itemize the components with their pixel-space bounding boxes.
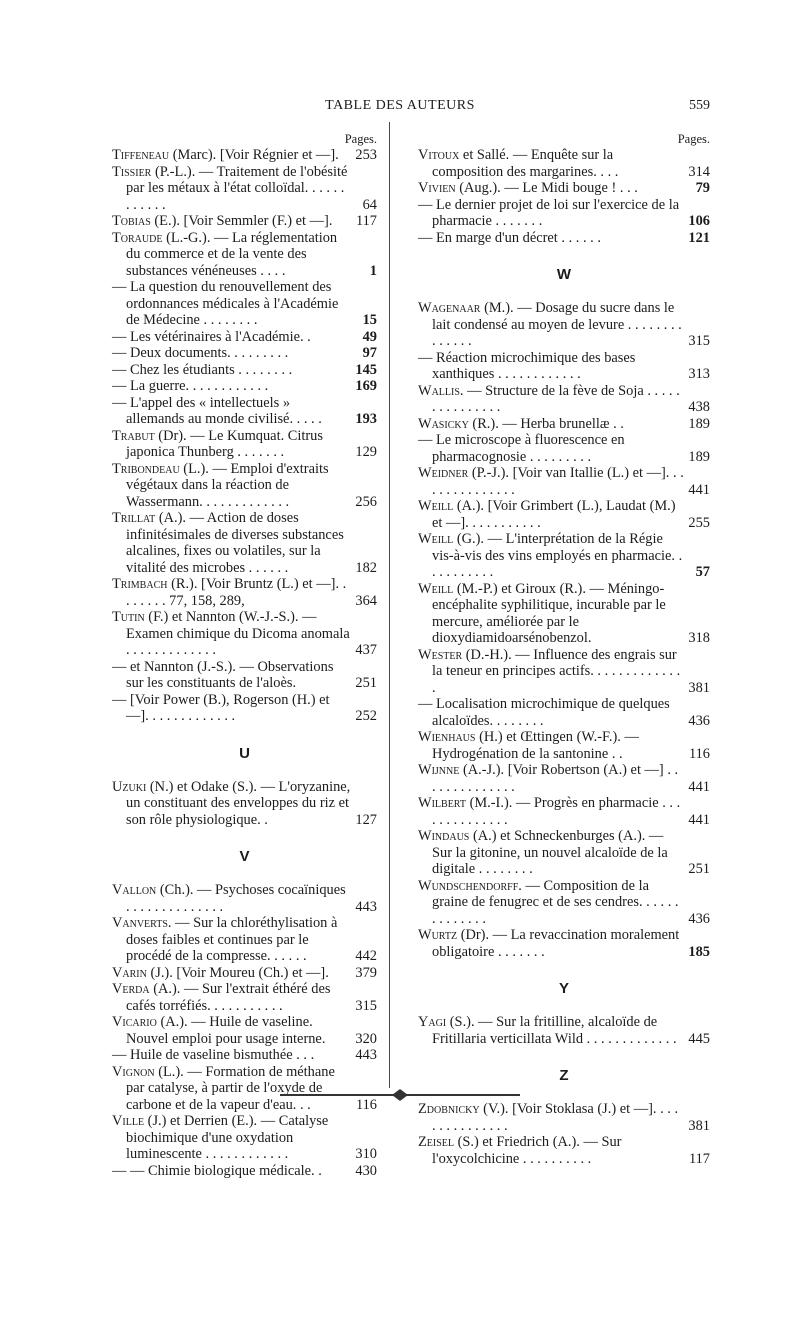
index-entry bbox=[112, 1014, 377, 1047]
entry-text: — La question du renouvellement des ordonnances médicales à l'Académie de Médecine . . . . . . . . bbox=[112, 279, 339, 328]
index-entry bbox=[418, 696, 710, 729]
entry-text: (A.). [Voir Grimbert (L.), Laudat (M.) et —]. . . . . . . . . . . bbox=[432, 498, 676, 531]
author-name: Vicario bbox=[112, 1014, 157, 1030]
entry-text: (Marc). [Voir Régnier et —]. bbox=[169, 147, 339, 163]
entry-text: (F.) et Nannton (W.-J.-S.). — Examen chimique du Dicoma anomala . . . . . . . . . . . . . bbox=[126, 609, 350, 658]
entries-right bbox=[418, 147, 710, 1167]
entry-text: (L.-G.). — La réglementation du commerce et de la vente des substances vénéneuses . . . . bbox=[126, 229, 338, 279]
page-ref: 49 bbox=[362, 328, 377, 345]
index-entry bbox=[112, 147, 377, 164]
author-name: Tiffeneau bbox=[112, 147, 170, 163]
page-ref: 379 bbox=[355, 964, 377, 981]
page-ref: 252 bbox=[355, 708, 377, 724]
page-ref: 251 bbox=[688, 861, 710, 877]
index-column-left bbox=[112, 132, 377, 1179]
section-letter: Z bbox=[559, 1067, 569, 1084]
entry-text: (Dr). — Le Kumquat. Citrus japonica Thunberg . . . . . . . bbox=[126, 427, 323, 460]
author-name: Tobias bbox=[112, 213, 151, 229]
page-ref: 253 bbox=[355, 147, 377, 163]
page-ref: 185 bbox=[688, 943, 710, 960]
author-name: Uzuki bbox=[112, 778, 147, 795]
page-ref: 145 bbox=[355, 361, 377, 378]
entry-text: — [Voir Power (B.), Rogerson (H.) et —]. . . . . . . . . . . . . bbox=[112, 691, 330, 724]
page-ref: 320 bbox=[355, 1030, 377, 1047]
page-ref: 442 bbox=[355, 948, 377, 964]
entry-text: (R.). — Herba brunellæ . . bbox=[468, 415, 624, 432]
page-number: 559 bbox=[689, 98, 710, 113]
entry-text: — En marge d'un décret . . . . . . bbox=[418, 229, 601, 246]
page-ref: 116 bbox=[688, 745, 710, 762]
author-name: Ville bbox=[112, 1113, 145, 1129]
page-ref: 443 bbox=[355, 898, 377, 915]
page-ref: 313 bbox=[688, 366, 710, 382]
author-name: Yagi bbox=[418, 1014, 447, 1030]
entry-text: (M.-I.). — Progrès en pharmacie . . . . . . . . . . . . . . bbox=[432, 795, 681, 828]
author-name: Varin bbox=[112, 964, 147, 981]
author-name: Wijnne bbox=[418, 762, 460, 778]
index-entry bbox=[418, 180, 710, 197]
index-entry bbox=[112, 915, 377, 965]
author-name: Wallis bbox=[418, 382, 460, 399]
page-ref: 97 bbox=[362, 345, 377, 361]
page-ref: 438 bbox=[688, 399, 710, 415]
author-name: Verda bbox=[112, 981, 150, 997]
page-ref: 381 bbox=[688, 1117, 710, 1134]
index-entry bbox=[112, 213, 377, 230]
index-entry bbox=[418, 416, 710, 433]
author-name: Vanverts bbox=[112, 915, 168, 931]
page-ref: 116 bbox=[355, 1096, 377, 1113]
entry-text: (S.) et Friedrich (A.). — Sur l'oxycolchicine . . . . . . . . . . bbox=[432, 1134, 622, 1167]
index-entry bbox=[418, 147, 710, 180]
entry-text: — Huile de vaseline bismuthée . . . bbox=[112, 1047, 315, 1063]
index-entry bbox=[112, 329, 377, 346]
entry-text: — Deux documents. . . . . . . . . bbox=[112, 345, 289, 361]
entry-text: (P.-J.). [Voir van Itallie (L.) et —]. . . . . . . . . . . . . . . bbox=[432, 465, 684, 498]
index-entry bbox=[418, 762, 710, 795]
page-ref: 79 bbox=[695, 180, 710, 196]
entry-text: (R.). [Voir Bruntz (L.) et —]. . . . . . . . 77, 158, 289, bbox=[126, 576, 347, 609]
index-entry bbox=[112, 576, 377, 609]
entry-text: (J.). [Voir Moureu (Ch.) et —]. bbox=[146, 964, 329, 981]
page-ref: 189 bbox=[688, 415, 710, 432]
entry-text: — La guerre. . . . . . . . . . . . bbox=[112, 378, 269, 394]
entry-text: — Chez les étudiants . . . . . . . . bbox=[112, 361, 293, 378]
entry-text: — et Nannton (J.-S.). — Observations sur les constituants de l'aloès. bbox=[112, 658, 334, 691]
author-name: Wundschendorff bbox=[418, 877, 519, 894]
page-ref: 315 bbox=[355, 997, 377, 1014]
entry-text: et Sallé. — Enquête sur la composition des margarines. . . . bbox=[432, 147, 619, 180]
author-name: Wurtz bbox=[418, 927, 458, 943]
section-letter: W bbox=[556, 266, 572, 283]
author-name: Vallon bbox=[112, 882, 157, 898]
page-ref: 441 bbox=[688, 778, 710, 795]
page-ref: 57 bbox=[695, 564, 710, 580]
section-letter: Y bbox=[558, 980, 569, 997]
entry-text: (Aug.). — Le Midi bouge ! . . . bbox=[455, 180, 638, 196]
author-name: Vitoux bbox=[418, 147, 460, 163]
index-entry bbox=[112, 1163, 377, 1180]
author-name: Tissier bbox=[112, 163, 152, 180]
entry-text: . — Composition de la graine de fenugrec et de ses cendres. . . . . . . . . . . . . . bbox=[432, 877, 679, 927]
running-head bbox=[0, 98, 800, 118]
author-name: Wester bbox=[418, 646, 463, 663]
page-ref: 129 bbox=[355, 444, 377, 460]
page-ref: 381 bbox=[688, 679, 710, 696]
index-entry bbox=[112, 395, 377, 428]
entry-text: (P.-L.). — Traitement de l'obésité par les métaux à l'état colloïdal. . . . . . . . . . . . bbox=[126, 163, 348, 213]
index-entry bbox=[112, 510, 377, 576]
page-ref: 106 bbox=[688, 213, 710, 229]
author-name: Trabut bbox=[112, 427, 155, 444]
index-entry bbox=[418, 432, 710, 465]
index-entry bbox=[112, 230, 377, 280]
page-ref: 364 bbox=[355, 592, 377, 609]
index-entry bbox=[112, 965, 377, 982]
entry-text: — Localisation microchimique de quelques alcaloïdes. . . . . . . . bbox=[418, 696, 670, 729]
page-ref: 256 bbox=[355, 493, 377, 510]
entry-text: (M.-P.) et Giroux (R.). — Méningo-encéphalite syphilitique, incurable par le mercure, améliorée par le dioxydiamidoarsénobenzol. bbox=[432, 580, 666, 646]
entry-text: — Réaction microchimique des bases xanthiques . . . . . . . . . . . . bbox=[418, 349, 636, 382]
page-ref: 189 bbox=[688, 448, 710, 465]
index-entry bbox=[418, 828, 710, 878]
index-entry bbox=[418, 581, 710, 647]
entry-text: (H.) et Œttingen (W.-F.). — Hydrogénation de la santonine . . bbox=[432, 729, 639, 762]
page-ref: 127 bbox=[355, 811, 377, 828]
index-entry bbox=[112, 981, 377, 1014]
page-ref: 437 bbox=[355, 642, 377, 658]
page-ref: 169 bbox=[355, 378, 377, 394]
entry-text: (A.). — Action de doses infinitésimales de diverses substances alcalines, fixes ou volatiles, sur la vitalité des microbes . . . . . . bbox=[126, 510, 344, 576]
entry-text: (A.). — Sur l'extrait éthéré des cafés torréfiés. . . . . . . . . . . bbox=[126, 981, 331, 1014]
index-entry bbox=[112, 164, 377, 214]
index-entry bbox=[112, 345, 377, 362]
page-ref: 193 bbox=[355, 411, 377, 427]
index-entry bbox=[112, 659, 377, 692]
author-name: Vignon bbox=[112, 1063, 155, 1080]
entry-text: . — Sur la chloréthylisation à doses faibles et continues par le procédé de la compresse. . . . . . bbox=[126, 915, 338, 964]
running-title: TABLE DES AUTEURS bbox=[325, 98, 475, 113]
section-letter: V bbox=[239, 848, 250, 865]
index-entry bbox=[418, 230, 710, 247]
index-entry bbox=[112, 779, 377, 829]
author-name: Zeisel bbox=[418, 1134, 455, 1150]
index-entry bbox=[112, 428, 377, 461]
entry-text: (Dr). — La revaccination moralement obligatoire . . . . . . . bbox=[432, 927, 680, 960]
entry-text: — Les vétérinaires à l'Académie. . bbox=[112, 328, 311, 345]
index-entry bbox=[418, 465, 710, 498]
page-ref: 436 bbox=[688, 910, 710, 927]
index-column-right bbox=[418, 132, 710, 1167]
page-ref: 318 bbox=[688, 630, 710, 646]
entries-left bbox=[112, 147, 377, 1179]
index-entry bbox=[418, 383, 710, 416]
entry-text: (J.) et Derrien (E.). — Catalyse biochimique d'une oxydation luminescente . . . . . . . . . . . . bbox=[126, 1113, 329, 1162]
index-entry bbox=[418, 1101, 710, 1134]
index-entry bbox=[112, 882, 377, 915]
page-ref: 1 bbox=[369, 262, 377, 279]
entry-text: (L.). — Formation de méthane par catalyse, à partir de l'oxyde de carbone et de la vapeur d'eau. . . bbox=[126, 1063, 335, 1113]
index-entry bbox=[418, 498, 710, 531]
entry-text: (E.). [Voir Semmler (F.) et —]. bbox=[150, 213, 333, 229]
index-entry bbox=[418, 878, 710, 928]
page-ref: 430 bbox=[355, 1162, 377, 1179]
author-name: Wienhaus bbox=[418, 729, 476, 745]
page-ref: 445 bbox=[688, 1030, 710, 1047]
page-ref: 121 bbox=[688, 229, 710, 246]
author-name: Trillat bbox=[112, 510, 156, 526]
index-entry bbox=[112, 692, 377, 725]
entry-text: (M.). — Dosage du sucre dans le lait condensé au moyen de levure . . . . . . . . . . . . . . bbox=[432, 300, 682, 349]
page-ref: 310 bbox=[355, 1146, 377, 1162]
author-name: Weidner bbox=[418, 465, 469, 481]
author-name: Wasicky bbox=[418, 415, 469, 432]
index-entry bbox=[112, 1047, 377, 1064]
index-entry bbox=[112, 609, 377, 659]
page-ref: 64 bbox=[362, 196, 377, 213]
page-ref: 251 bbox=[355, 675, 377, 691]
entry-text: — L'appel des « intellectuels » allemands au monde civilisé. . . . . bbox=[112, 394, 322, 427]
index-entry bbox=[112, 378, 377, 395]
author-name: Zdobnicky bbox=[418, 1101, 480, 1117]
page-ref: 117 bbox=[688, 1150, 710, 1167]
index-entry bbox=[112, 362, 377, 379]
entry-text: (N.) et Odake (S.). — L'oryzanine, un constituant des enveloppes du riz et son rôle physiologique. . bbox=[126, 778, 351, 828]
entry-text: (Ch.). — Psychoses cocaïniques . . . . . . . . . . . . . . bbox=[126, 882, 346, 915]
index-entry bbox=[418, 1134, 710, 1167]
page-ref: 117 bbox=[355, 213, 377, 229]
entry-text: (A.) et Schneckenburges (A.). — Sur la gitonine, un nouvel alcaloïde de la digitale . . . . . . . . bbox=[432, 828, 668, 877]
entry-text: (L.). — Emploi d'extraits végétaux dans la réaction de Wassermann. . . . . . . . . . . . . bbox=[126, 460, 329, 510]
index-entry bbox=[418, 531, 710, 581]
author-name: Weill bbox=[418, 531, 454, 547]
author-name: Windaus bbox=[418, 828, 470, 844]
page-ref: 314 bbox=[688, 163, 710, 180]
index-entry bbox=[112, 1113, 377, 1163]
page-ref: 15 bbox=[362, 312, 377, 328]
index-entry bbox=[418, 729, 710, 762]
entry-text: (A.). — Huile de vaseline. Nouvel emploi pour usage interne. bbox=[126, 1014, 326, 1047]
page-ref: 441 bbox=[688, 481, 710, 498]
pages-label: Pages. bbox=[677, 132, 710, 146]
index-entry bbox=[418, 300, 710, 350]
page-ref: 182 bbox=[355, 559, 377, 576]
index-entry bbox=[418, 795, 710, 828]
index-entry bbox=[418, 350, 710, 383]
entry-text: (D.-H.). — Influence des engrais sur la teneur en principes actifs. . . . . . . . . . . . . . bbox=[432, 646, 681, 696]
entry-text: — — Chimie biologique médicale. . bbox=[112, 1162, 322, 1179]
section-letter: U bbox=[239, 744, 250, 762]
page-ref: 443 bbox=[355, 1047, 377, 1063]
page-ref: 436 bbox=[688, 712, 710, 729]
author-name: Toraude bbox=[112, 229, 163, 246]
entry-text: (V.). [Voir Stoklasa (J.) et —]. . . . . . . . . . . . . . . bbox=[432, 1101, 679, 1134]
index-entry bbox=[112, 279, 377, 329]
end-ornament bbox=[280, 1088, 520, 1102]
author-name: Wagenaar bbox=[418, 300, 481, 316]
entry-text: (G.). — L'interprétation de la Régie vis-à-vis des vins employés en pharmacie. . . . . . . . . . . bbox=[432, 531, 683, 580]
author-name: Trimbach bbox=[112, 576, 168, 592]
page-ref: 315 bbox=[688, 333, 710, 349]
entry-text: — Le microscope à fluorescence en pharmacognosie . . . . . . . . . bbox=[418, 432, 625, 465]
index-entry bbox=[418, 927, 710, 960]
index-entry bbox=[418, 197, 710, 230]
entry-text: (A.-J.). [Voir Robertson (A.) et —] . . . . . . . . . . . . . . bbox=[432, 762, 679, 795]
author-name: Vivien bbox=[418, 180, 456, 196]
author-name: Wilbert bbox=[418, 795, 466, 811]
author-name: Weill bbox=[418, 580, 454, 597]
entry-text: — Le dernier projet de loi sur l'exercice de la pharmacie . . . . . . . bbox=[418, 196, 680, 229]
pages-label: Pages. bbox=[344, 132, 377, 146]
column-divider bbox=[389, 122, 390, 1088]
entry-text: . — Structure de la fève de Soja . . . . . . . . . . . . . . . bbox=[432, 382, 680, 415]
index-entry bbox=[112, 461, 377, 511]
entry-text: (S.). — Sur la fritilline, alcaloïde de Fritillaria verticillata Wild . . . . . . . . . . . . . bbox=[432, 1014, 677, 1047]
index-entry bbox=[418, 1014, 710, 1047]
page-ref: 441 bbox=[688, 811, 710, 828]
index-entry bbox=[418, 647, 710, 697]
page-ref: 255 bbox=[688, 514, 710, 531]
author-name: Tutin bbox=[112, 609, 145, 625]
author-name: Weill bbox=[418, 498, 454, 514]
author-name: Tribondeau bbox=[112, 460, 180, 477]
